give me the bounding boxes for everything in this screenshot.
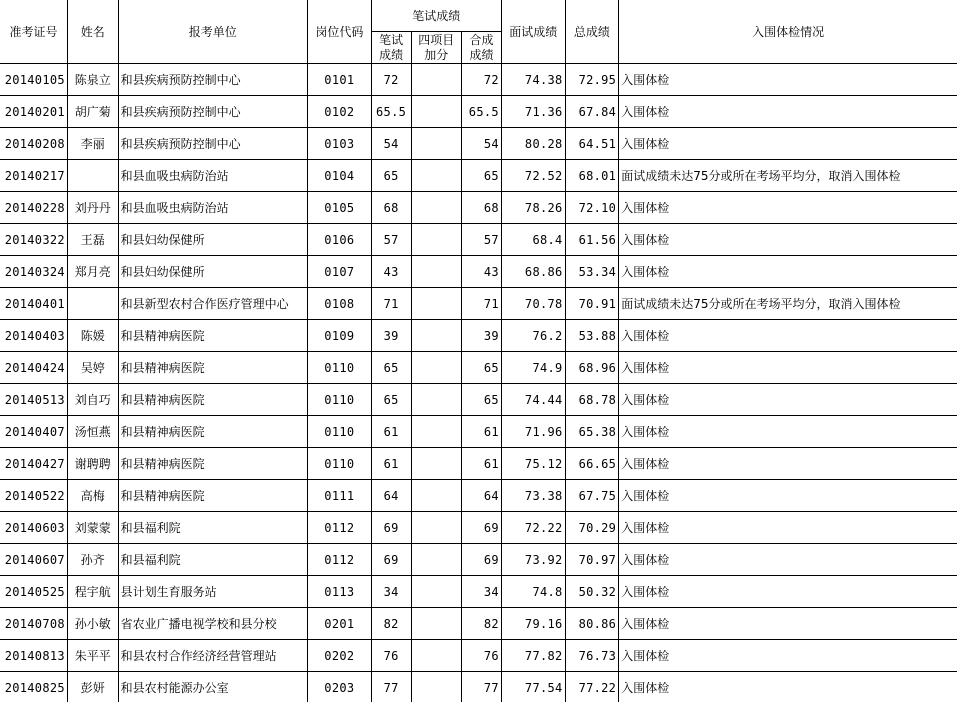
cell-written-score[interactable]: 34	[371, 576, 411, 608]
cell-combined-score[interactable]: 82	[462, 608, 502, 640]
header-unit[interactable]: 报考单位	[118, 0, 307, 64]
cell-unit[interactable]: 和县疾病预防控制中心	[118, 128, 307, 160]
cell-position-code[interactable]: 0105	[308, 192, 372, 224]
cell-bonus[interactable]	[411, 320, 462, 352]
cell-combined-score[interactable]: 57	[462, 224, 502, 256]
cell-combined-score[interactable]: 69	[462, 512, 502, 544]
table-row	[0, 512, 957, 544]
table-row	[0, 416, 957, 448]
cell-interview-score[interactable]: 74.9	[501, 352, 565, 384]
cell-status[interactable]: 入围体检	[619, 672, 957, 702]
cell-written-score[interactable]: 61	[371, 448, 411, 480]
cell-position-code[interactable]: 0107	[308, 256, 372, 288]
cell-total-score[interactable]: 64.51	[565, 128, 619, 160]
header-position-code[interactable]: 岗位代码	[308, 0, 372, 64]
cell-exam-id[interactable]: 20140603	[0, 512, 67, 544]
cell-written-score[interactable]: 68	[371, 192, 411, 224]
cell-unit[interactable]: 和县农村合作经济经营管理站	[118, 640, 307, 672]
cell-written-score[interactable]: 72	[371, 64, 411, 96]
cell-written-score[interactable]: 65.5	[371, 96, 411, 128]
cell-written-score[interactable]: 54	[371, 128, 411, 160]
cell-combined-score[interactable]: 76	[462, 640, 502, 672]
cell-exam-id[interactable]: 20140427	[0, 448, 67, 480]
cell-bonus[interactable]	[411, 384, 462, 416]
header-bonus[interactable]	[411, 32, 462, 64]
cell-position-code[interactable]: 0110	[308, 448, 372, 480]
table-row	[0, 256, 957, 288]
cell-interview-score[interactable]: 68.4	[501, 224, 565, 256]
table-row	[0, 192, 957, 224]
cell-status[interactable]: 入围体检	[619, 64, 957, 96]
cell-unit[interactable]: 县计划生育服务站	[118, 576, 307, 608]
cell-name[interactable]: 汤恒燕	[67, 416, 118, 448]
cell-position-code[interactable]: 0108	[308, 288, 372, 320]
cell-bonus[interactable]	[411, 672, 462, 702]
cell-combined-score[interactable]: 39	[462, 320, 502, 352]
cell-position-code[interactable]: 0112	[308, 544, 372, 576]
cell-interview-score[interactable]: 78.26	[501, 192, 565, 224]
cell-combined-score[interactable]: 68	[462, 192, 502, 224]
cell-exam-id[interactable]: 20140813	[0, 640, 67, 672]
cell-position-code[interactable]: 0110	[308, 352, 372, 384]
cell-status[interactable]: 入围体检	[619, 640, 957, 672]
cell-status[interactable]: 入围体检	[619, 192, 957, 224]
cell-total-score[interactable]: 53.88	[565, 320, 619, 352]
table-row	[0, 608, 957, 640]
cell-bonus[interactable]	[411, 544, 462, 576]
cell-unit[interactable]: 和县血吸虫病防治站	[118, 160, 307, 192]
cell-name[interactable]	[67, 160, 118, 192]
cell-total-score[interactable]: 70.91	[565, 288, 619, 320]
cell-interview-score[interactable]: 75.12	[501, 448, 565, 480]
cell-bonus[interactable]	[411, 128, 462, 160]
cell-status[interactable]: 入围体检	[619, 576, 957, 608]
table-row	[0, 544, 957, 576]
cell-name[interactable]: 陈泉立	[67, 64, 118, 96]
cell-bonus[interactable]	[411, 96, 462, 128]
table-row	[0, 576, 957, 608]
cell-name[interactable]: 李丽	[67, 128, 118, 160]
cell-bonus[interactable]	[411, 640, 462, 672]
cell-bonus[interactable]	[411, 608, 462, 640]
cell-position-code[interactable]: 0110	[308, 416, 372, 448]
cell-name[interactable]: 王磊	[67, 224, 118, 256]
cell-status[interactable]: 入围体检	[619, 608, 957, 640]
cell-interview-score[interactable]: 74.44	[501, 384, 565, 416]
cell-combined-score[interactable]: 65.5	[462, 96, 502, 128]
cell-written-score[interactable]: 57	[371, 224, 411, 256]
cell-name[interactable]: 孙小敏	[67, 608, 118, 640]
cell-total-score[interactable]: 70.29	[565, 512, 619, 544]
cell-unit[interactable]: 和县精神病医院	[118, 448, 307, 480]
cell-interview-score[interactable]: 68.86	[501, 256, 565, 288]
cell-written-score[interactable]: 76	[371, 640, 411, 672]
cell-status[interactable]: 入围体检	[619, 544, 957, 576]
cell-name[interactable]: 高梅	[67, 480, 118, 512]
cell-exam-id[interactable]: 20140401	[0, 288, 67, 320]
cell-total-score[interactable]: 68.01	[565, 160, 619, 192]
cell-unit[interactable]: 和县疾病预防控制中心	[118, 64, 307, 96]
cell-interview-score[interactable]: 76.2	[501, 320, 565, 352]
cell-exam-id[interactable]: 20140322	[0, 224, 67, 256]
table-row	[0, 320, 957, 352]
cell-name[interactable]: 彭妍	[67, 672, 118, 702]
cell-combined-score[interactable]: 71	[462, 288, 502, 320]
cell-unit[interactable]: 和县血吸虫病防治站	[118, 192, 307, 224]
header-written-score-line1: 笔试	[379, 32, 404, 47]
cell-position-code[interactable]: 0102	[308, 96, 372, 128]
cell-bonus[interactable]	[411, 352, 462, 384]
table-row	[0, 288, 957, 320]
table-row	[0, 160, 957, 192]
cell-bonus[interactable]	[411, 512, 462, 544]
header-written-group[interactable]: 笔试成绩	[371, 0, 501, 32]
cell-name[interactable]: 孙齐	[67, 544, 118, 576]
cell-unit[interactable]: 和县精神病医院	[118, 480, 307, 512]
cell-written-score[interactable]: 64	[371, 480, 411, 512]
cell-position-code[interactable]: 0104	[308, 160, 372, 192]
cell-interview-score[interactable]: 77.82	[501, 640, 565, 672]
header-bonus-line1: 四项目	[418, 32, 455, 47]
cell-name[interactable]: 刘蒙蒙	[67, 512, 118, 544]
cell-status[interactable]: 入围体检	[619, 96, 957, 128]
cell-interview-score[interactable]: 72.22	[501, 512, 565, 544]
cell-interview-score[interactable]: 73.38	[501, 480, 565, 512]
cell-combined-score[interactable]: 61	[462, 416, 502, 448]
cell-name[interactable]: 吴婷	[67, 352, 118, 384]
cell-interview-score[interactable]: 77.54	[501, 672, 565, 702]
cell-position-code[interactable]: 0101	[308, 64, 372, 96]
cell-name[interactable]: 程宇航	[67, 576, 118, 608]
cell-exam-id[interactable]: 20140522	[0, 480, 67, 512]
cell-unit[interactable]: 和县福利院	[118, 544, 307, 576]
cell-total-score[interactable]: 65.38	[565, 416, 619, 448]
cell-exam-id[interactable]: 20140228	[0, 192, 67, 224]
cell-bonus[interactable]	[411, 256, 462, 288]
table-row	[0, 64, 957, 96]
cell-status[interactable]: 入围体检	[619, 352, 957, 384]
cell-name[interactable]: 郑月亮	[67, 256, 118, 288]
cell-bonus[interactable]	[411, 576, 462, 608]
cell-total-score[interactable]: 70.97	[565, 544, 619, 576]
cell-interview-score[interactable]: 71.96	[501, 416, 565, 448]
cell-interview-score[interactable]: 74.8	[501, 576, 565, 608]
table-row	[0, 384, 957, 416]
table-row	[0, 96, 957, 128]
cell-bonus[interactable]	[411, 224, 462, 256]
cell-exam-id[interactable]: 20140208	[0, 128, 67, 160]
header-total[interactable]: 总成绩	[565, 0, 619, 64]
cell-unit[interactable]: 和县疾病预防控制中心	[118, 96, 307, 128]
cell-unit[interactable]: 和县妇幼保健所	[118, 224, 307, 256]
cell-position-code[interactable]: 0103	[308, 128, 372, 160]
cell-combined-score[interactable]: 65	[462, 160, 502, 192]
header-name[interactable]: 姓名	[67, 0, 118, 64]
cell-exam-id[interactable]: 20140217	[0, 160, 67, 192]
cell-interview-score[interactable]: 74.38	[501, 64, 565, 96]
cell-exam-id[interactable]: 20140525	[0, 576, 67, 608]
cell-exam-id[interactable]: 20140825	[0, 672, 67, 702]
cell-interview-score[interactable]: 73.92	[501, 544, 565, 576]
cell-written-score[interactable]: 65	[371, 160, 411, 192]
cell-position-code[interactable]: 0202	[308, 640, 372, 672]
cell-total-score[interactable]: 53.34	[565, 256, 619, 288]
header-combined-line1: 合成	[469, 32, 494, 47]
cell-interview-score[interactable]: 79.16	[501, 608, 565, 640]
cell-exam-id[interactable]: 20140105	[0, 64, 67, 96]
cell-total-score[interactable]: 66.65	[565, 448, 619, 480]
cell-combined-score[interactable]: 64	[462, 480, 502, 512]
cell-combined-score[interactable]: 69	[462, 544, 502, 576]
cell-written-score[interactable]: 69	[371, 512, 411, 544]
cell-name[interactable]: 谢聘聘	[67, 448, 118, 480]
cell-unit[interactable]: 省农业广播电视学校和县分校	[118, 608, 307, 640]
cell-written-score[interactable]: 65	[371, 352, 411, 384]
table-row	[0, 672, 957, 702]
table-row	[0, 640, 957, 672]
table-row	[0, 448, 957, 480]
cell-written-score[interactable]: 61	[371, 416, 411, 448]
cell-unit[interactable]: 和县新型农村合作医疗管理中心	[118, 288, 307, 320]
cell-position-code[interactable]: 0112	[308, 512, 372, 544]
cell-exam-id[interactable]: 20140513	[0, 384, 67, 416]
cell-total-score[interactable]: 68.96	[565, 352, 619, 384]
header-interview[interactable]: 面试成绩	[501, 0, 565, 64]
cell-written-score[interactable]: 77	[371, 672, 411, 702]
header-combined-line2: 成绩	[469, 47, 494, 62]
cell-combined-score[interactable]: 54	[462, 128, 502, 160]
cell-status[interactable]: 入围体检	[619, 128, 957, 160]
cell-name[interactable]	[67, 288, 118, 320]
table-body	[0, 64, 957, 702]
table-row	[0, 480, 957, 512]
cell-bonus[interactable]	[411, 480, 462, 512]
cell-written-score[interactable]: 65	[371, 384, 411, 416]
cell-bonus[interactable]	[411, 192, 462, 224]
cell-name[interactable]: 胡广菊	[67, 96, 118, 128]
cell-status[interactable]: 入围体检	[619, 448, 957, 480]
cell-unit[interactable]: 和县精神病医院	[118, 416, 307, 448]
cell-status[interactable]: 入围体检	[619, 512, 957, 544]
cell-written-score[interactable]: 43	[371, 256, 411, 288]
cell-bonus[interactable]	[411, 288, 462, 320]
cell-unit[interactable]: 和县农村能源办公室	[118, 672, 307, 702]
cell-exam-id[interactable]: 20140324	[0, 256, 67, 288]
cell-unit[interactable]: 和县福利院	[118, 512, 307, 544]
header-bonus-line2: 加分	[424, 47, 449, 62]
cell-total-score[interactable]: 76.73	[565, 640, 619, 672]
cell-exam-id[interactable]: 20140403	[0, 320, 67, 352]
cell-status[interactable]: 入围体检	[619, 224, 957, 256]
cell-position-code[interactable]: 0203	[308, 672, 372, 702]
cell-interview-score[interactable]: 80.28	[501, 128, 565, 160]
cell-exam-id[interactable]: 20140708	[0, 608, 67, 640]
cell-total-score[interactable]: 50.32	[565, 576, 619, 608]
cell-combined-score[interactable]: 77	[462, 672, 502, 702]
cell-total-score[interactable]: 68.78	[565, 384, 619, 416]
cell-total-score[interactable]: 80.86	[565, 608, 619, 640]
header-combined[interactable]	[462, 32, 502, 64]
cell-status[interactable]: 入围体检	[619, 416, 957, 448]
cell-interview-score[interactable]: 70.78	[501, 288, 565, 320]
cell-status[interactable]: 入围体检	[619, 256, 957, 288]
cell-bonus[interactable]	[411, 64, 462, 96]
cell-total-score[interactable]: 77.22	[565, 672, 619, 702]
cell-bonus[interactable]	[411, 160, 462, 192]
table-row	[0, 224, 957, 256]
cell-exam-id[interactable]: 20140201	[0, 96, 67, 128]
cell-position-code[interactable]: 0111	[308, 480, 372, 512]
cell-name[interactable]: 朱平平	[67, 640, 118, 672]
cell-position-code[interactable]: 0106	[308, 224, 372, 256]
cell-total-score[interactable]: 72.95	[565, 64, 619, 96]
cell-unit[interactable]: 和县精神病医院	[118, 320, 307, 352]
cell-interview-score[interactable]: 71.36	[501, 96, 565, 128]
cell-combined-score[interactable]: 65	[462, 384, 502, 416]
cell-status[interactable]: 面试成绩未达75分或所在考场平均分，取消入围体检	[619, 288, 957, 320]
cell-interview-score[interactable]: 72.52	[501, 160, 565, 192]
cell-unit[interactable]: 和县精神病医院	[118, 352, 307, 384]
table-row	[0, 352, 957, 384]
cell-status[interactable]: 入围体检	[619, 320, 957, 352]
cell-exam-id[interactable]: 20140407	[0, 416, 67, 448]
header-exam-id[interactable]: 准考证号	[0, 0, 67, 64]
cell-unit[interactable]: 和县妇幼保健所	[118, 256, 307, 288]
cell-total-score[interactable]: 61.56	[565, 224, 619, 256]
cell-combined-score[interactable]: 65	[462, 352, 502, 384]
cell-position-code[interactable]: 0113	[308, 576, 372, 608]
cell-position-code[interactable]: 0201	[308, 608, 372, 640]
cell-written-score[interactable]: 39	[371, 320, 411, 352]
cell-written-score[interactable]: 82	[371, 608, 411, 640]
header-status[interactable]: 入围体检情况	[619, 0, 957, 64]
cell-total-score[interactable]: 67.75	[565, 480, 619, 512]
cell-total-score[interactable]: 67.84	[565, 96, 619, 128]
cell-name[interactable]: 刘丹丹	[67, 192, 118, 224]
cell-status[interactable]: 入围体检	[619, 480, 957, 512]
table-header	[0, 0, 957, 64]
table-row	[0, 128, 957, 160]
cell-exam-id[interactable]: 20140607	[0, 544, 67, 576]
cell-exam-id[interactable]: 20140424	[0, 352, 67, 384]
cell-bonus[interactable]	[411, 448, 462, 480]
cell-combined-score[interactable]: 43	[462, 256, 502, 288]
header-written-score-line2: 成绩	[379, 47, 404, 62]
cell-status[interactable]: 入围体检	[619, 384, 957, 416]
cell-written-score[interactable]: 71	[371, 288, 411, 320]
cell-status[interactable]: 面试成绩未达75分或所在考场平均分，取消入围体检	[619, 160, 957, 192]
header-written-score[interactable]	[371, 32, 411, 64]
cell-combined-score[interactable]: 61	[462, 448, 502, 480]
cell-position-code[interactable]: 0110	[308, 384, 372, 416]
cell-combined-score[interactable]: 34	[462, 576, 502, 608]
cell-name[interactable]: 刘自巧	[67, 384, 118, 416]
cell-written-score[interactable]: 69	[371, 544, 411, 576]
cell-unit[interactable]: 和县精神病医院	[118, 384, 307, 416]
cell-combined-score[interactable]: 72	[462, 64, 502, 96]
cell-bonus[interactable]	[411, 416, 462, 448]
cell-position-code[interactable]: 0109	[308, 320, 372, 352]
cell-name[interactable]: 陈媛	[67, 320, 118, 352]
cell-total-score[interactable]: 72.10	[565, 192, 619, 224]
